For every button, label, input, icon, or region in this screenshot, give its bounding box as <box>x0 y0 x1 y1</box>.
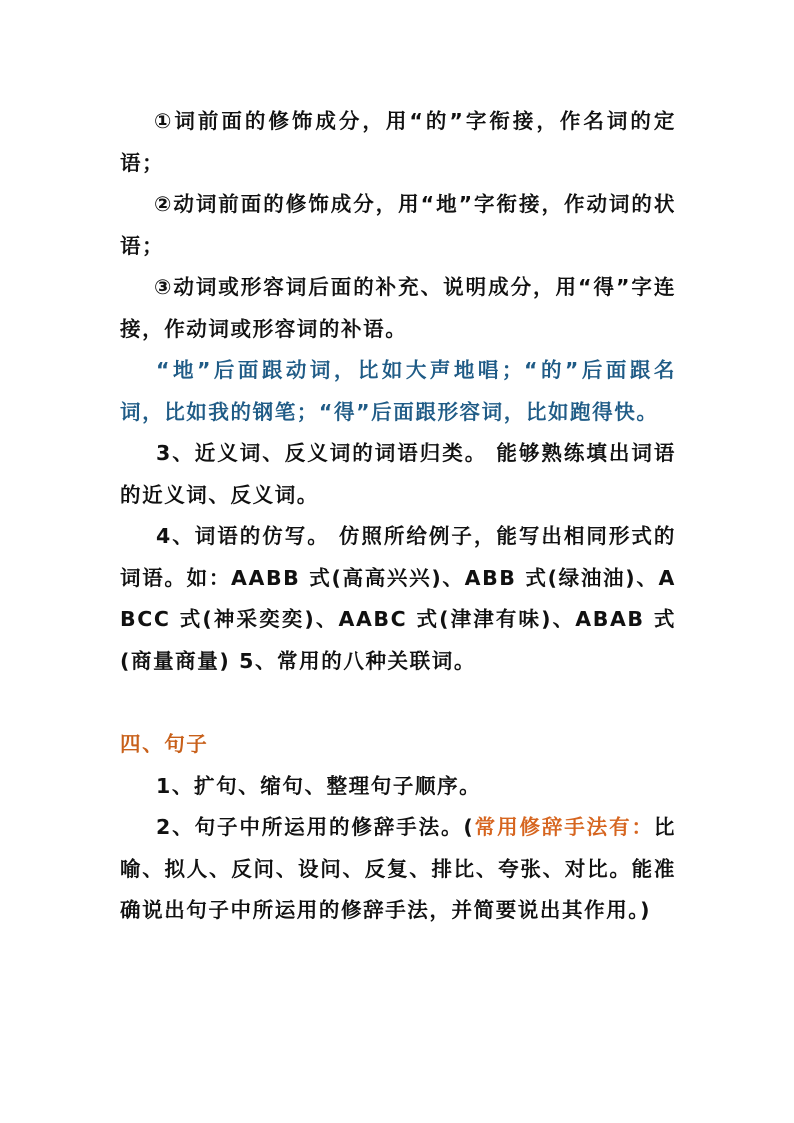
paragraph-di-usage: ②动词前面的修饰成分，用“地”字衔接，作动词的状语； <box>120 192 676 258</box>
paragraph-rhetorical-devices <box>120 807 676 932</box>
document-page <box>120 101 676 932</box>
paragraph-de-usage: ①词前面的修饰成分，用“的”字衔接，作名词的定语； <box>120 109 676 175</box>
rhetoric-suffix: 比喻、拟人、反问、设问、反复、排比、夸张、对比。能准确说出句子中所运用的修辞手法，并简要说出其作用。) <box>120 815 676 922</box>
paragraph-sentence-expansion: 1、扩句、缩句、整理句子顺序。 <box>156 773 482 798</box>
paragraph-word-imitation: 4、词语的仿写。 仿照所给例子，能写出相同形式的词语。如：AABB 式(高高兴兴)、ABB 式(绿油油)、ABCC 式(神采奕奕)、AABC 式(津津有味)、ABAB 式(商量商量) 5、常用的八种关联词。 <box>120 524 676 673</box>
rhetoric-highlight: 常用修辞手法有： <box>474 815 654 839</box>
rhetoric-prefix: 2、句子中所运用的修辞手法。( <box>156 815 475 839</box>
paragraph-de-di-note: “地”后面跟动词，比如大声地唱；“的”后面跟名词，比如我的钢笔；“得”后面跟形容词，比如跑得快。 <box>120 358 676 424</box>
paragraph-de2-usage: ③动词或形容词后面的补充、说明成分，用“得”字连接，作动词或形容词的补语。 <box>120 275 676 341</box>
section-heading-sentences: 四、句子 <box>120 732 209 756</box>
paragraph-synonym-antonym: 3、近义词、反义词的词语归类。 能够熟练填出词语的近义词、反义词。 <box>120 441 676 507</box>
